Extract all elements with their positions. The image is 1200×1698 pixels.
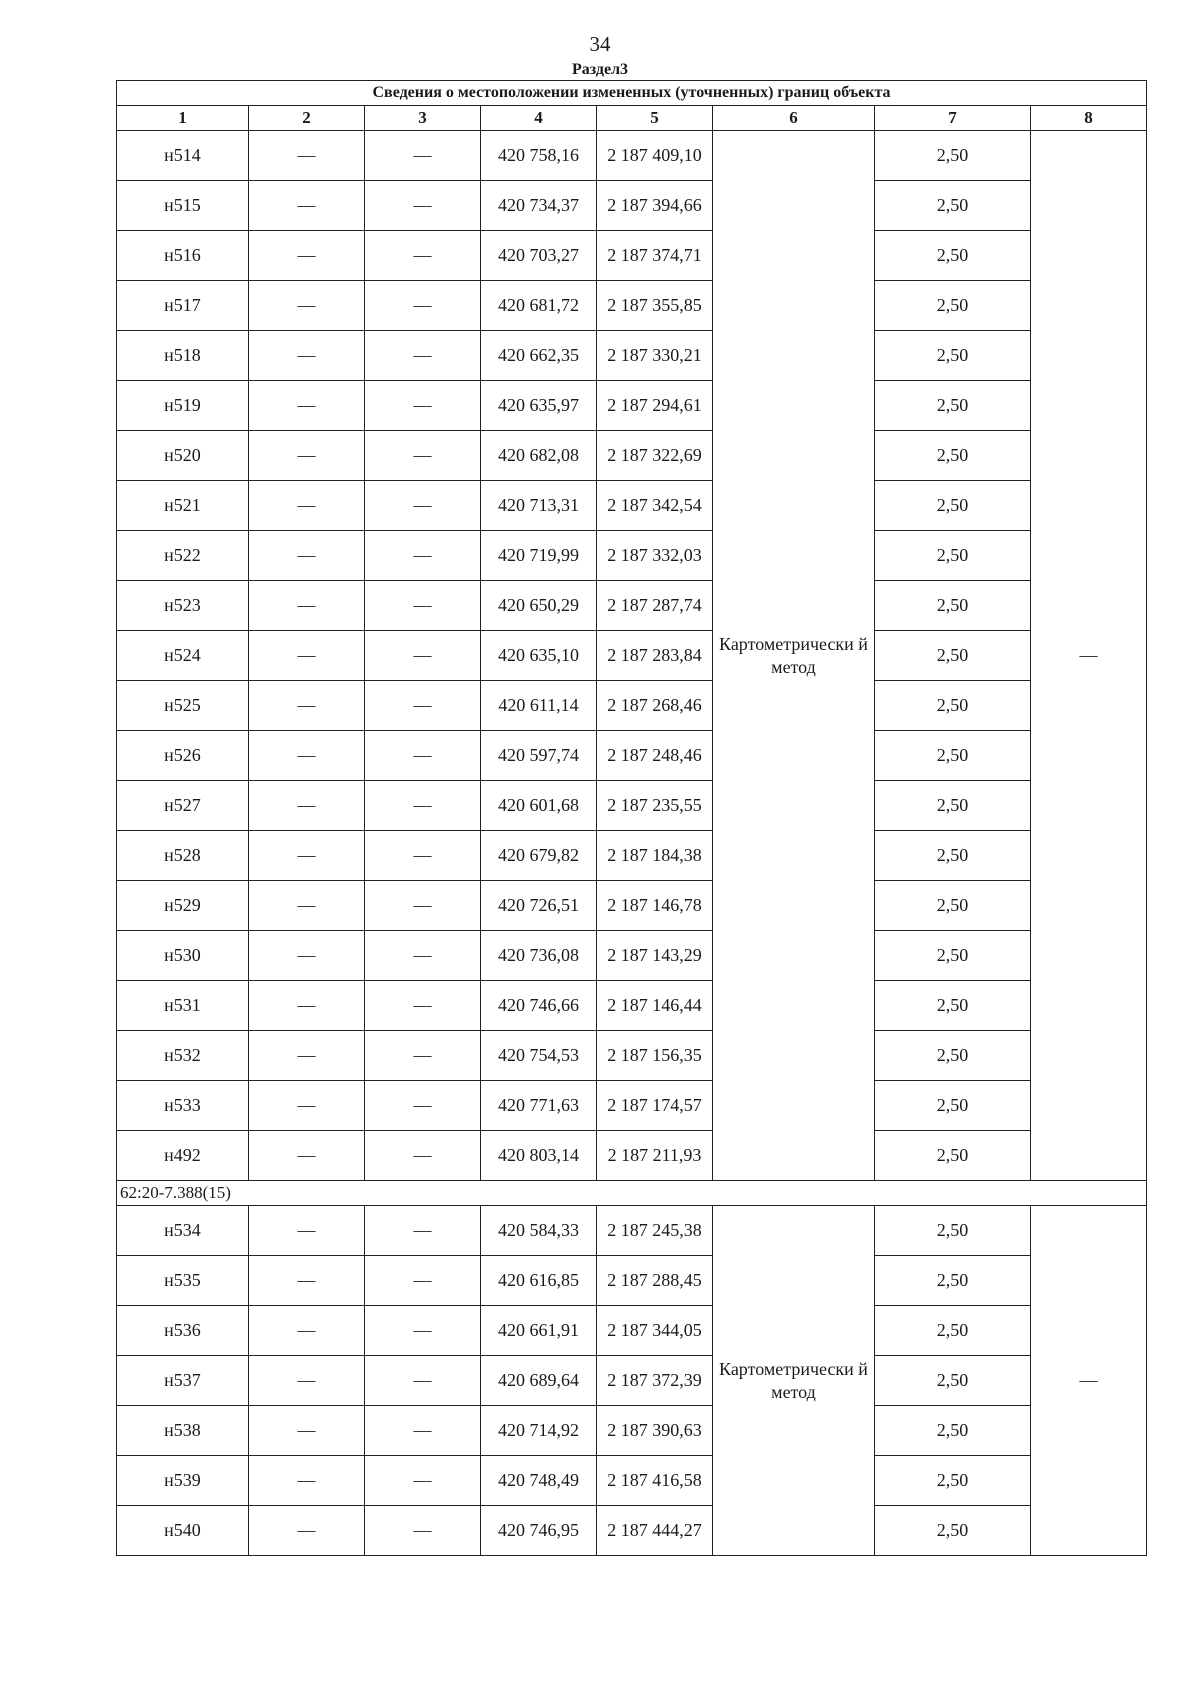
x-coordinate: 420 803,14 — [481, 1131, 597, 1181]
col2-dash: — — [249, 231, 365, 281]
col2-dash: — — [249, 1456, 365, 1506]
col2-dash: — — [249, 431, 365, 481]
y-coordinate: 2 187 245,38 — [597, 1206, 713, 1256]
accuracy-value: 2,50 — [875, 731, 1031, 781]
y-coordinate: 2 187 174,57 — [597, 1081, 713, 1131]
point-id: н527 — [117, 781, 249, 831]
point-id: н532 — [117, 1031, 249, 1081]
point-id: н535 — [117, 1256, 249, 1306]
col2-dash: — — [249, 1506, 365, 1556]
table-row — [117, 681, 1147, 731]
y-coordinate: 2 187 288,45 — [597, 1256, 713, 1306]
table-row — [117, 531, 1147, 581]
y-coordinate: 2 187 211,93 — [597, 1131, 713, 1181]
table-row — [117, 1456, 1147, 1506]
table-row — [117, 1031, 1147, 1081]
accuracy-value: 2,50 — [875, 281, 1031, 331]
accuracy-value: 2,50 — [875, 981, 1031, 1031]
col3-dash: — — [365, 731, 481, 781]
y-coordinate: 2 187 416,58 — [597, 1456, 713, 1506]
col3-dash: — — [365, 631, 481, 681]
x-coordinate: 420 726,51 — [481, 881, 597, 931]
y-coordinate: 2 187 283,84 — [597, 631, 713, 681]
accuracy-value: 2,50 — [875, 431, 1031, 481]
accuracy-value: 2,50 — [875, 481, 1031, 531]
col3-dash: — — [365, 481, 481, 531]
accuracy-value: 2,50 — [875, 1256, 1031, 1306]
table-title: Сведения о местоположении измененных (уточненных) границ объекта — [117, 81, 1147, 106]
table-row — [117, 331, 1147, 381]
col3-dash: — — [365, 1506, 481, 1556]
col3-dash: — — [365, 831, 481, 881]
point-id: н524 — [117, 631, 249, 681]
col3-dash: — — [365, 981, 481, 1031]
y-coordinate: 2 187 332,03 — [597, 531, 713, 581]
x-coordinate: 420 611,14 — [481, 681, 597, 731]
x-coordinate: 420 734,37 — [481, 181, 597, 231]
col2-dash: — — [249, 581, 365, 631]
table-row — [117, 1256, 1147, 1306]
point-id: н540 — [117, 1506, 249, 1556]
point-id: н515 — [117, 181, 249, 231]
table-row — [117, 1081, 1147, 1131]
col2-dash: — — [249, 1031, 365, 1081]
point-id: н539 — [117, 1456, 249, 1506]
y-coordinate: 2 187 355,85 — [597, 281, 713, 331]
col3-dash: — — [365, 581, 481, 631]
col2-dash: — — [249, 131, 365, 181]
x-coordinate: 420 771,63 — [481, 1081, 597, 1131]
col3-dash: — — [365, 781, 481, 831]
y-coordinate: 2 187 330,21 — [597, 331, 713, 381]
col3-dash: — — [365, 931, 481, 981]
table-row — [117, 931, 1147, 981]
y-coordinate: 2 187 409,10 — [597, 131, 713, 181]
point-id: н536 — [117, 1306, 249, 1356]
table-row — [117, 431, 1147, 481]
y-coordinate: 2 187 390,63 — [597, 1406, 713, 1456]
point-id: н517 — [117, 281, 249, 331]
x-coordinate: 420 746,66 — [481, 981, 597, 1031]
point-id: н537 — [117, 1356, 249, 1406]
column-number: 5 — [597, 106, 713, 131]
accuracy-value: 2,50 — [875, 1031, 1031, 1081]
col2-dash: — — [249, 381, 365, 431]
boundary-table — [116, 80, 1147, 1556]
y-coordinate: 2 187 156,35 — [597, 1031, 713, 1081]
y-coordinate: 2 187 235,55 — [597, 781, 713, 831]
x-coordinate: 420 584,33 — [481, 1206, 597, 1256]
page-number: 34 — [589, 32, 611, 56]
point-id: н521 — [117, 481, 249, 531]
point-id: н492 — [117, 1131, 249, 1181]
x-coordinate: 420 601,68 — [481, 781, 597, 831]
col3-dash: — — [365, 1456, 481, 1506]
col3-dash: — — [365, 1031, 481, 1081]
y-coordinate: 2 187 184,38 — [597, 831, 713, 881]
point-id: н538 — [117, 1406, 249, 1456]
x-coordinate: 420 719,99 — [481, 531, 597, 581]
col2-dash: — — [249, 531, 365, 581]
table-row — [117, 1131, 1147, 1181]
col2-dash: — — [249, 781, 365, 831]
accuracy-value: 2,50 — [875, 831, 1031, 881]
column-number-row — [117, 106, 1147, 131]
table-row — [117, 181, 1147, 231]
y-coordinate: 2 187 143,29 — [597, 931, 713, 981]
table-row — [117, 481, 1147, 531]
table-row — [117, 581, 1147, 631]
table-row — [117, 981, 1147, 1031]
accuracy-value: 2,50 — [875, 581, 1031, 631]
y-coordinate: 2 187 372,39 — [597, 1356, 713, 1406]
x-coordinate: 420 748,49 — [481, 1456, 597, 1506]
point-id: н523 — [117, 581, 249, 631]
col3-dash: — — [365, 231, 481, 281]
column-number: 2 — [249, 106, 365, 131]
accuracy-value: 2,50 — [875, 781, 1031, 831]
table-row — [117, 831, 1147, 881]
x-coordinate: 420 746,95 — [481, 1506, 597, 1556]
point-id: н522 — [117, 531, 249, 581]
table-row — [117, 1306, 1147, 1356]
y-coordinate: 2 187 322,69 — [597, 431, 713, 481]
col2-dash: — — [249, 931, 365, 981]
y-coordinate: 2 187 294,61 — [597, 381, 713, 431]
col2-dash: — — [249, 831, 365, 881]
col2-dash: — — [249, 881, 365, 931]
col3-dash: — — [365, 1356, 481, 1406]
accuracy-value: 2,50 — [875, 181, 1031, 231]
table-row — [117, 881, 1147, 931]
table-row — [117, 231, 1147, 281]
y-coordinate: 2 187 344,05 — [597, 1306, 713, 1356]
accuracy-value: 2,50 — [875, 381, 1031, 431]
col3-dash: — — [365, 1256, 481, 1306]
table-row — [117, 731, 1147, 781]
point-id: н526 — [117, 731, 249, 781]
accuracy-value: 2,50 — [875, 931, 1031, 981]
table-row — [117, 381, 1147, 431]
accuracy-value: 2,50 — [875, 1506, 1031, 1556]
x-coordinate: 420 597,74 — [481, 731, 597, 781]
table-row — [117, 631, 1147, 681]
col2-dash: — — [249, 631, 365, 681]
table-row — [117, 781, 1147, 831]
table-title-row — [117, 81, 1147, 106]
col2-dash: — — [249, 331, 365, 381]
column-number: 7 — [875, 106, 1031, 131]
col2-dash: — — [249, 481, 365, 531]
col2-dash: — — [249, 981, 365, 1031]
x-coordinate: 420 689,64 — [481, 1356, 597, 1406]
col3-dash: — — [365, 281, 481, 331]
col3-dash: — — [365, 681, 481, 731]
col3-dash: — — [365, 881, 481, 931]
table-row — [117, 1406, 1147, 1456]
y-coordinate: 2 187 444,27 — [597, 1506, 713, 1556]
accuracy-value: 2,50 — [875, 331, 1031, 381]
y-coordinate: 2 187 394,66 — [597, 181, 713, 231]
table-row — [117, 281, 1147, 331]
col3-dash: — — [365, 531, 481, 581]
col2-dash: — — [249, 731, 365, 781]
col2-dash: — — [249, 1406, 365, 1456]
accuracy-value: 2,50 — [875, 1206, 1031, 1256]
point-id: н531 — [117, 981, 249, 1031]
point-id: н528 — [117, 831, 249, 881]
col2-dash: — — [249, 281, 365, 331]
accuracy-value: 2,50 — [875, 631, 1031, 681]
x-coordinate: 420 679,82 — [481, 831, 597, 881]
col3-dash: — — [365, 181, 481, 231]
point-id: н519 — [117, 381, 249, 431]
col8-dash: — — [1031, 131, 1147, 1181]
x-coordinate: 420 682,08 — [481, 431, 597, 481]
column-number: 1 — [117, 106, 249, 131]
x-coordinate: 420 714,92 — [481, 1406, 597, 1456]
parcel-label: 62:20-7.388(15) — [117, 1181, 1147, 1206]
col2-dash: — — [249, 681, 365, 731]
x-coordinate: 420 754,53 — [481, 1031, 597, 1081]
x-coordinate: 420 758,16 — [481, 131, 597, 181]
accuracy-value: 2,50 — [875, 1406, 1031, 1456]
col2-dash: — — [249, 1306, 365, 1356]
parcel-label-row — [117, 1181, 1147, 1206]
x-coordinate: 420 736,08 — [481, 931, 597, 981]
method-cell: Картометрически й метод — [713, 1206, 875, 1556]
point-id: н533 — [117, 1081, 249, 1131]
col2-dash: — — [249, 1131, 365, 1181]
point-id: н514 — [117, 131, 249, 181]
point-id: н520 — [117, 431, 249, 481]
accuracy-value: 2,50 — [875, 131, 1031, 181]
col3-dash: — — [365, 381, 481, 431]
accuracy-value: 2,50 — [875, 1081, 1031, 1131]
col3-dash: — — [365, 1206, 481, 1256]
x-coordinate: 420 635,10 — [481, 631, 597, 681]
table-row — [117, 1206, 1147, 1256]
point-id: н529 — [117, 881, 249, 931]
col2-dash: — — [249, 1206, 365, 1256]
accuracy-value: 2,50 — [875, 681, 1031, 731]
y-coordinate: 2 187 146,78 — [597, 881, 713, 931]
point-id: н534 — [117, 1206, 249, 1256]
column-number: 8 — [1031, 106, 1147, 131]
column-number: 4 — [481, 106, 597, 131]
col2-dash: — — [249, 1356, 365, 1406]
point-id: н516 — [117, 231, 249, 281]
x-coordinate: 420 650,29 — [481, 581, 597, 631]
y-coordinate: 2 187 287,74 — [597, 581, 713, 631]
col3-dash: — — [365, 431, 481, 481]
x-coordinate: 420 713,31 — [481, 481, 597, 531]
column-number: 6 — [713, 106, 875, 131]
col8-dash: — — [1031, 1206, 1147, 1556]
col2-dash: — — [249, 1256, 365, 1306]
accuracy-value: 2,50 — [875, 1456, 1031, 1506]
col3-dash: — — [365, 131, 481, 181]
accuracy-value: 2,50 — [875, 881, 1031, 931]
x-coordinate: 420 681,72 — [481, 281, 597, 331]
y-coordinate: 2 187 374,71 — [597, 231, 713, 281]
point-id: н518 — [117, 331, 249, 381]
point-id: н530 — [117, 931, 249, 981]
y-coordinate: 2 187 146,44 — [597, 981, 713, 1031]
table-row — [117, 1356, 1147, 1406]
x-coordinate: 420 661,91 — [481, 1306, 597, 1356]
accuracy-value: 2,50 — [875, 1356, 1031, 1406]
table-row — [117, 1506, 1147, 1556]
col3-dash: — — [365, 1306, 481, 1356]
x-coordinate: 420 616,85 — [481, 1256, 597, 1306]
column-number: 3 — [365, 106, 481, 131]
col2-dash: — — [249, 1081, 365, 1131]
y-coordinate: 2 187 268,46 — [597, 681, 713, 731]
x-coordinate: 420 662,35 — [481, 331, 597, 381]
col3-dash: — — [365, 331, 481, 381]
x-coordinate: 420 703,27 — [481, 231, 597, 281]
x-coordinate: 420 635,97 — [481, 381, 597, 431]
section-title: Раздел3 — [571, 61, 629, 78]
col3-dash: — — [365, 1081, 481, 1131]
col3-dash: — — [365, 1131, 481, 1181]
col2-dash: — — [249, 181, 365, 231]
accuracy-value: 2,50 — [875, 1306, 1031, 1356]
y-coordinate: 2 187 342,54 — [597, 481, 713, 531]
method-cell: Картометрически й метод — [713, 131, 875, 1181]
table-row — [117, 131, 1147, 181]
accuracy-value: 2,50 — [875, 231, 1031, 281]
accuracy-value: 2,50 — [875, 1131, 1031, 1181]
col3-dash: — — [365, 1406, 481, 1456]
point-id: н525 — [117, 681, 249, 731]
y-coordinate: 2 187 248,46 — [597, 731, 713, 781]
accuracy-value: 2,50 — [875, 531, 1031, 581]
